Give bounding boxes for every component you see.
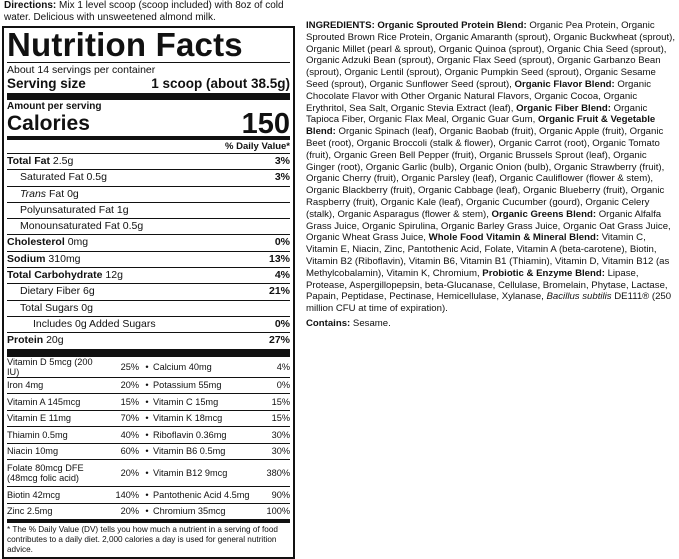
bullet: •: [141, 356, 153, 377]
serving-size-value: 1 scoop (about 38.5g): [151, 76, 290, 91]
blend-heading: Organic Fruit & Vegetable Blend:: [306, 114, 656, 138]
blend-text: Vitamin C, Vitamin E, Niacin, Zinc, Pantothenic Acid, Folate, Vitamin A (beta-carotene), Biotin, Vitamin B2 (Riboflavin), Vitamin B6, Vitamin B1 (Thiamin), Vitamin D, Vitamin B12 (as Methylcobalamin), Vitamin K, Chromium,: [306, 232, 670, 279]
vitamin-name: [7, 460, 99, 487]
vitamin-name: Zinc 2.5mg: [7, 503, 99, 519]
vitamin-name: Vitamin C 15mg: [153, 394, 263, 411]
amount-per-serving: Amount per serving: [7, 101, 102, 112]
vitamin-pct: 15%: [99, 394, 141, 411]
calories-row: [7, 108, 290, 140]
bullet: •: [141, 487, 153, 504]
bullet: •: [141, 503, 153, 519]
blend-text: Organic Tapioca Fiber, Organic Flax Meal, Organic Guar Gum,: [306, 102, 648, 126]
blend-heading: Organic Greens Blend:: [488, 208, 597, 220]
vitamin-row: [7, 377, 290, 394]
vitamin-pct: 4%: [263, 356, 290, 377]
total-carb-row: [7, 267, 290, 283]
vitamin-pct: 25%: [99, 356, 141, 377]
bullet: •: [141, 410, 153, 427]
nutrition-facts-title: Nutrition Facts: [7, 26, 243, 63]
vitamin-pct: 70%: [99, 410, 141, 427]
total-carb-amount: 12g: [105, 269, 123, 282]
vitamin-row: [7, 460, 290, 487]
blend-text: DE111® (250 million CFU at time of expiration).: [306, 291, 672, 315]
vitamin-pct: 380%: [263, 460, 290, 487]
vitamin-pct: 15%: [263, 410, 290, 427]
protein-pct: 27%: [268, 334, 290, 347]
directions-label: Directions:: [4, 0, 57, 11]
blend-heading: Organic Sprouted Protein Blend:: [374, 20, 527, 31]
vitamin-pct: 20%: [99, 460, 141, 487]
folic-acid-label: (48mcg folic acid): [7, 473, 79, 484]
ingredients-column: [306, 20, 677, 330]
vitamin-name: Iron 4mg: [7, 377, 99, 394]
fiber-amount: 6g: [83, 285, 95, 298]
vitamin-row: [7, 394, 290, 411]
vitamin-row: [7, 356, 290, 377]
directions: [4, 0, 293, 23]
sodium-label: Sodium: [7, 252, 46, 265]
contains-label: Contains:: [306, 317, 351, 329]
blend-heading: Organic Flavor Blend:: [511, 78, 615, 90]
vitamin-pct: 100%: [263, 503, 290, 519]
blend-text: Organic Spinach (leaf), Organic Baobab (fruit), Organic Apple (fruit), Organic Beet (root), Organic Broccoli (stalk & flower), Organic Carrot (root), Organic Tomato (fruit), Organic Green Bell Pepper (fruit), Organic Brussels Sprout (leaf), Organic Ginger (root), Organic Garlic (bulb), Organic Onion (bulb), Organic Strawberry (fruit), Organic Cherry (fruit), Organic Parsley (leaf), Organic Cauliflower (flower & stem), Organic Blackberry (fruit), Organic Cabbage (leaf), Organic Blueberry (fruit), Organic Raspberry (fruit), Organic Kale (leaf), Organic Cucumber (gourd), Organic Celery (stalk), Organic Asparagus (flower & stem),: [306, 126, 665, 220]
vitamin-name: Vitamin E 11mg: [7, 410, 99, 427]
saturated-fat-amount: 0.5g: [86, 171, 107, 184]
vitamin-name: Vitamin D 5mcg (200 IU): [7, 356, 99, 377]
vitamin-name: Potassium 55mg: [153, 377, 263, 394]
folate-label: Folate 80mcg DFE: [7, 463, 84, 474]
added-sugars-label: Includes 0g Added Sugars: [33, 317, 156, 330]
vitamin-row: [7, 443, 290, 460]
vitamin-row: [7, 427, 290, 444]
sodium-amount: 310mg: [48, 252, 81, 265]
thick-divider: [7, 93, 290, 100]
saturated-fat-row: [7, 169, 290, 185]
vitamin-pct: 15%: [263, 394, 290, 411]
directions-text: Mix 1 level scoop (scoop included) with 8oz of cold water. Delicious with unsweetened almond milk.: [4, 0, 284, 23]
daily-value-footnote: * The % Daily Value (DV) tells you how much a nutrient in a serving of food contributes to a daily diet. 2,000 calories a day is used for general nutrition advice.: [7, 525, 278, 555]
vitamin-pct: 60%: [99, 443, 141, 460]
protein-row: [7, 332, 290, 348]
servings-per-container: About 14 servings per container: [7, 64, 156, 76]
total-fat-amount: 2.5g: [52, 155, 74, 167]
blend-heading: Probiotic & Enzyme Blend:: [479, 267, 605, 279]
total-fat-label: Total Fat: [7, 155, 50, 167]
bullet: •: [141, 460, 153, 487]
daily-value-header: % Daily Value*: [225, 141, 290, 152]
vitamin-name: Pantothenic Acid 4.5mg: [153, 487, 263, 504]
added-sugars-pct: 0%: [274, 317, 290, 330]
cholesterol-amount: 0mg: [67, 236, 89, 249]
contains-text: Sesame.: [350, 317, 391, 329]
vitamin-pct: 0%: [263, 377, 290, 394]
cholesterol-pct: 0%: [274, 236, 290, 249]
nutrition-facts-panel: [2, 26, 295, 559]
poly-fat-row: [7, 202, 290, 218]
total-sugars-label: Total Sugars: [20, 301, 79, 314]
bullet: •: [141, 427, 153, 444]
vitamin-name: Vitamin A 145mcg: [7, 394, 99, 411]
vitamin-pct: 90%: [263, 487, 290, 504]
bullet: •: [141, 443, 153, 460]
cholesterol-row: [7, 234, 290, 250]
total-fat-pct: 3%: [274, 155, 290, 167]
vitamin-pct: 30%: [263, 443, 290, 460]
blend-heading: Organic Fiber Blend:: [513, 102, 611, 114]
vitamin-pct: 20%: [99, 503, 141, 519]
vitamin-name: Thiamin 0.5mg: [7, 427, 99, 444]
serving-size: [7, 76, 290, 93]
vitamin-name: Calcium 40mg: [153, 356, 263, 377]
serving-size-label: Serving size: [7, 76, 86, 91]
bullet: •: [141, 377, 153, 394]
ingredients-label: INGREDIENTS:: [306, 20, 375, 31]
fiber-label: Dietary Fiber: [20, 285, 81, 298]
vitamin-name: Biotin 42mcg: [7, 487, 99, 504]
vitamin-name: Riboflavin 0.36mg: [153, 427, 263, 444]
thick-divider: [7, 349, 290, 356]
vitamin-pct: 40%: [99, 427, 141, 444]
protein-label: Protein: [7, 334, 44, 347]
vitamin-pct: 20%: [99, 377, 141, 394]
total-fat-row: [7, 153, 290, 169]
blend-text: Lipase, Protease, Aspergillopepsin, beta-Glucanase, Cellulase, Bromelain, Phytase, Lactase, Papain, Peptidase, Pectinase, Hemicellulase, Xylanase,: [306, 267, 668, 303]
vitamin-mineral-table: [7, 356, 290, 520]
trans-fat-row: [7, 186, 290, 202]
calories-value: 150: [241, 108, 290, 140]
contains-statement: [306, 318, 677, 330]
trans-fat-label: Fat: [46, 187, 65, 200]
vitamin-name: Niacin 10mg: [7, 443, 99, 460]
added-sugars-row: [7, 316, 290, 332]
fiber-pct: 21%: [268, 285, 290, 298]
vitamin-row: [7, 503, 290, 519]
vitamin-name: Vitamin B12 9mcg: [153, 460, 263, 487]
vitamin-name: Vitamin K 18mcg: [153, 410, 263, 427]
mono-fat-amount: 0.5g: [122, 220, 144, 233]
blend-text: Organic Pea Protein, Organic Sprouted Brown Rice Protein, Organic Amaranth (sprout), Organic Buckwheat (sprout), Organic Millet (pearl & sprout), Organic Quinoa (sprout), Organic Chia Seed (sprout), Organic Adzuki Bean (sprout), Organic Flax Seed (sprout), Organic Garbanzo Bean (sprout), Organic Lentil (sprout), Organic Pumpkin Seed (sprout), Organic Sesame Seed (sprout), Organic Sunflower Seed (sprout),: [306, 20, 675, 90]
total-carb-pct: 4%: [274, 269, 290, 282]
nutrition-column: [2, 0, 293, 559]
fiber-row: [7, 283, 290, 299]
vitamin-pct: 30%: [263, 427, 290, 444]
vitamin-name: Vitamin B6 0.5mg: [153, 443, 263, 460]
total-carb-label: Total Carbohydrate: [7, 269, 103, 282]
bacillus-name: Bacillus subtilis: [543, 291, 612, 303]
calories-label: Calories: [7, 112, 90, 135]
total-sugars-amount: 0g: [81, 301, 93, 314]
poly-fat-label: Polyunsaturated Fat: [20, 203, 114, 216]
bullet: •: [141, 394, 153, 411]
vitamin-row: [7, 487, 290, 504]
mono-fat-label: Monounsaturated Fat: [20, 220, 120, 233]
vitamin-pct: 140%: [99, 487, 141, 504]
mono-fat-row: [7, 218, 290, 234]
vitamin-row: [7, 410, 290, 427]
vitamin-name: Chromium 35mcg: [153, 503, 263, 519]
total-sugars-row: [7, 300, 290, 316]
saturated-fat-pct: 3%: [274, 171, 290, 184]
cholesterol-label: Cholesterol: [7, 236, 65, 249]
saturated-fat-label: Saturated Fat: [20, 171, 84, 184]
trans-fat-amount: 0g: [67, 187, 79, 200]
blend-text: Organic Chocolate Flavor with Other Organic Natural Flavors, Organic Cocoa, Organic Erythritol, Sea Salt, Organic Stevia Extract (leaf),: [306, 78, 651, 114]
ingredients-paragraph: [306, 20, 677, 315]
poly-fat-amount: 1g: [116, 203, 129, 216]
blend-text: Organic Alfalfa Grass Juice, Organic Spirulina, Organic Barley Grass Juice, Organic Oat Grass Juice, Organic Wheat Grass Juice,: [306, 208, 671, 244]
trans-label: Trans: [20, 187, 47, 200]
sodium-row: [7, 251, 290, 267]
sodium-pct: 13%: [268, 252, 290, 265]
protein-amount: 20g: [46, 334, 64, 347]
blend-heading: Whole Food Vitamin & Mineral Blend:: [425, 232, 600, 244]
